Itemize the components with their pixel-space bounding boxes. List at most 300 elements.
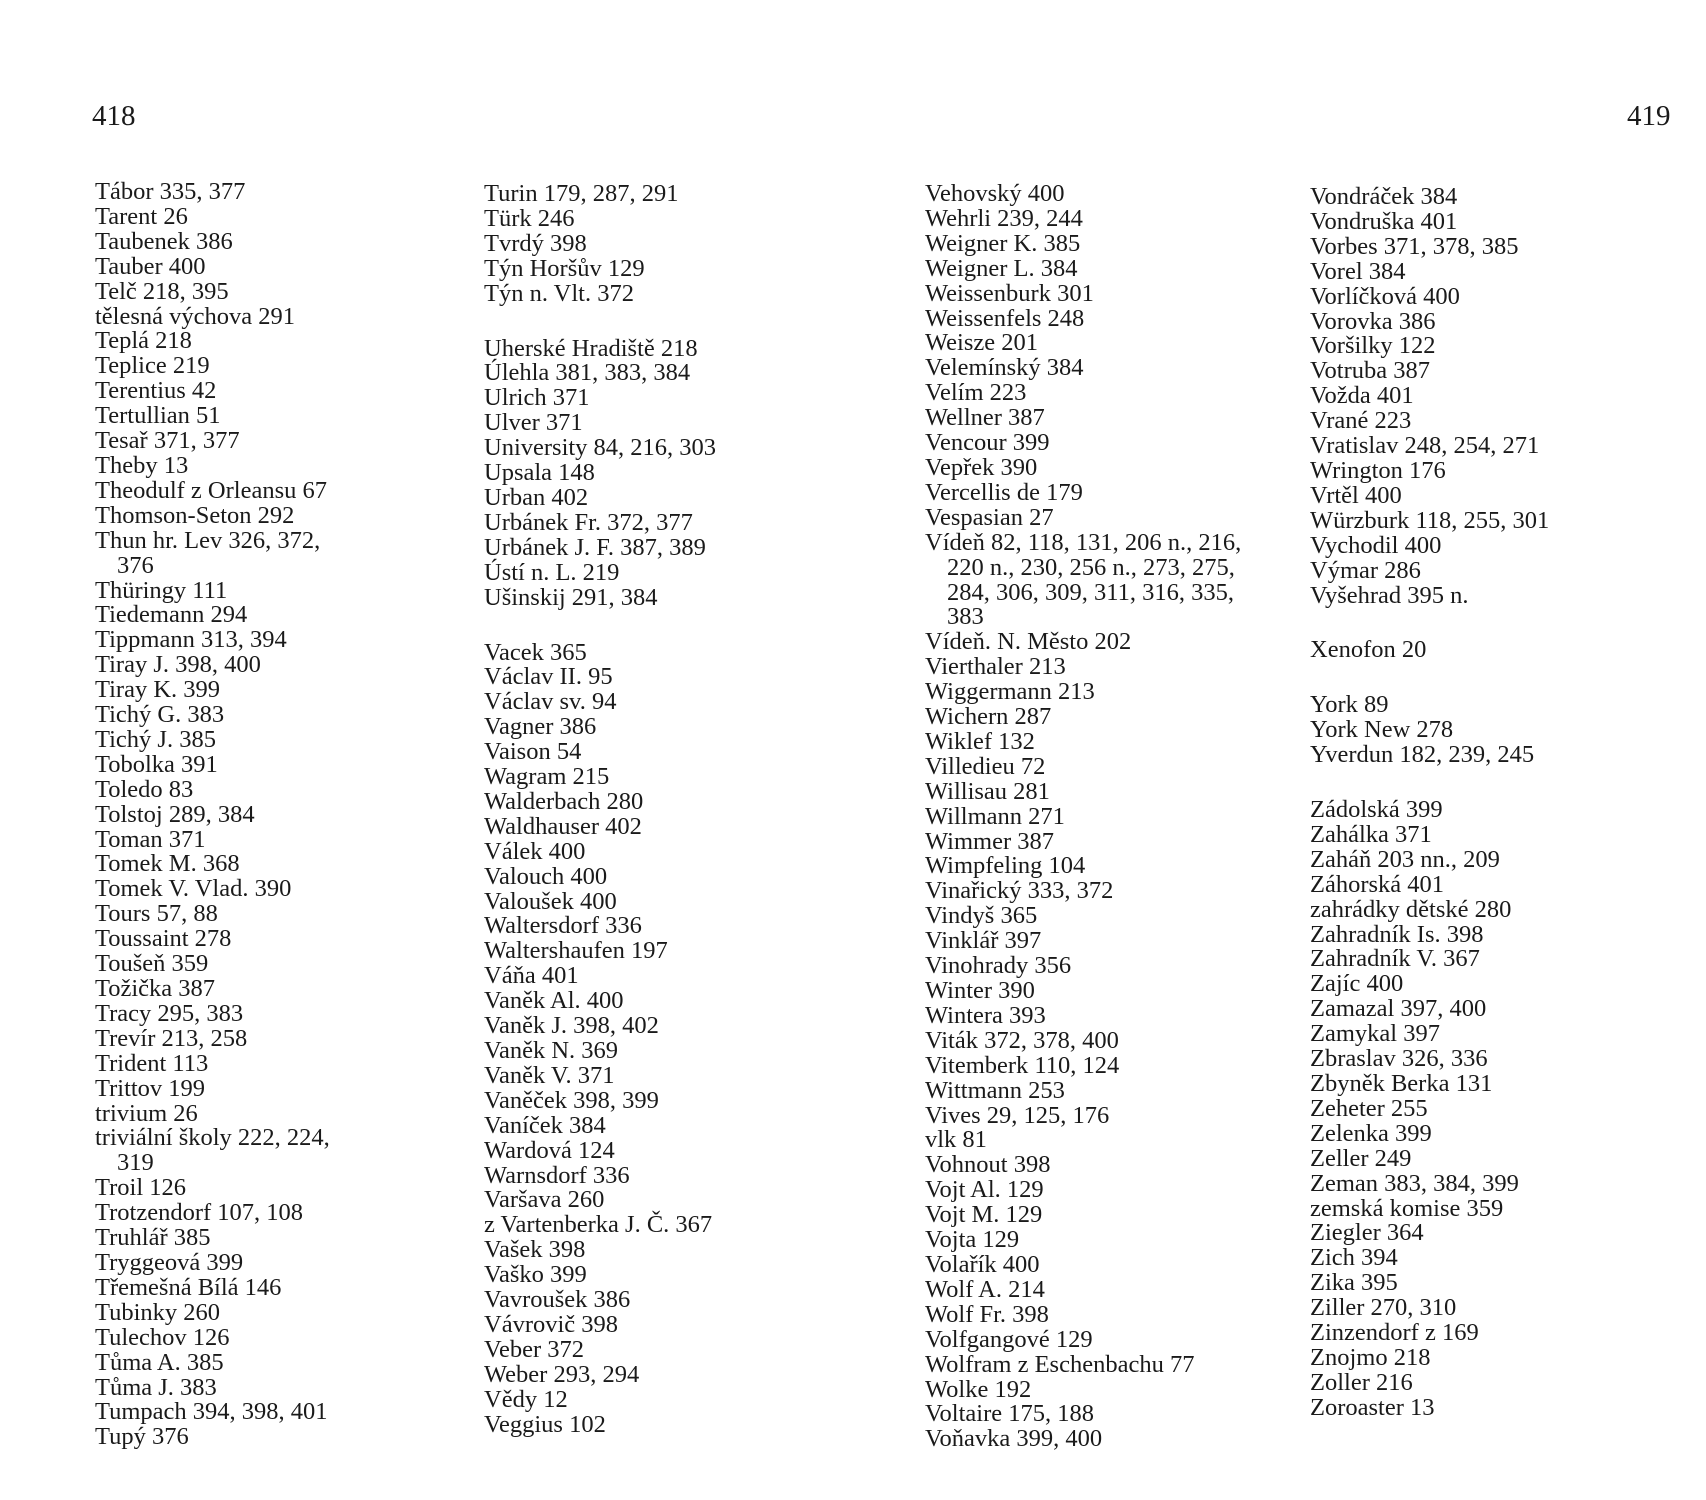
index-entry [1310,384,1549,409]
index-entry-line: Zbraslav 326, 336 [1310,1045,1488,1073]
index-entry [925,1101,1241,1129]
index-entry-line: Tomek M. 368 [95,850,240,878]
index-entry-line: Zahálka 371 [1310,820,1432,848]
index-entry-line: vlk 81 [925,1126,987,1154]
index-entry [95,451,330,479]
index-entry [1310,185,1549,210]
index-entry-line: Telč 218, 395 [95,277,229,305]
index-entry [484,558,716,586]
index-entry-line: Vinklář 397 [925,927,1042,955]
index-entry [95,501,330,529]
index-entry-line: Záhorská 401 [1310,870,1445,898]
index-entry [1310,798,1549,823]
index-entry [484,1360,716,1388]
index-entry-line: Zádolská 399 [1310,796,1443,824]
index-entry [95,476,330,504]
index-entry [95,1298,330,1326]
index-entry-line: zahrádky dětské 280 [1310,895,1512,923]
index-entry-line: Wichern 287 [925,703,1052,731]
index-entry [925,279,1241,307]
index-entry-line: Vondruška 401 [1310,207,1458,235]
index-entry [1310,1119,1549,1147]
index-entry-line: Zahradník Is. 398 [1310,920,1484,948]
index-entry [1310,531,1549,559]
index-entry-line: Yverdun 182, 239, 245 [1310,741,1535,769]
index-entry [484,740,716,765]
index-entry-line: Volařík 400 [925,1250,1040,1278]
index-entry-line: Václav sv. 94 [484,688,617,716]
index-entry-line: Třemešná Bílá 146 [95,1273,282,1301]
index-entry [925,727,1241,755]
index-entry [95,252,330,280]
index-entry-line: Vohnout 398 [925,1151,1051,1179]
section-gap [1310,608,1549,638]
index-entry-line: Tesař 371, 377 [95,427,240,455]
index-entry [925,854,1241,879]
index-entry [925,453,1241,481]
index-entry [1310,359,1549,384]
index-entry-line: Varšava 260 [484,1186,605,1214]
index-entry [95,1126,330,1176]
index-entry-line: Vaníček 384 [484,1111,606,1139]
index-entry-line: Ušinskij 291, 384 [484,583,658,611]
index-entry-line: Wellner 387 [925,404,1045,432]
index-entry [484,361,716,386]
index-entry [95,1074,330,1102]
index-entry-line: Wiggermann 213 [925,678,1095,706]
index-entry [484,583,716,611]
index-entry-line: Tours 57, 88 [95,900,218,928]
index-entry-line: Urbánek Fr. 372, 377 [484,508,693,536]
index-entry-line: Ziller 270, 310 [1310,1294,1457,1322]
index-entry [484,939,716,964]
index-entry-line: Uherské Hradiště 218 [484,334,698,362]
index-entry-line: Voňavka 399, 400 [925,1425,1103,1453]
index-entry-line: Weigner L. 384 [925,254,1078,282]
index-entry-line: Vinařický 333, 372 [925,877,1114,905]
index-entry-line: Vávrovič 398 [484,1310,619,1338]
index-entry [95,703,330,728]
index-entry [484,436,716,461]
index-entry [925,254,1241,282]
index-entry-line: Veber 372 [484,1335,585,1363]
index-entry-line: Vrtěl 400 [1310,481,1402,509]
index-entry-line: Zich 394 [1310,1244,1398,1272]
index-entry [95,852,330,877]
index-entry [484,787,716,815]
index-entry [925,1300,1241,1328]
index-entry-line: Trittov 199 [95,1074,206,1102]
index-entry-line: Tichý J. 385 [95,725,216,753]
index-entry [95,1323,330,1351]
index-entry [925,503,1241,531]
section-gap [1310,768,1549,798]
index-entry [95,429,330,454]
index-entry [1310,307,1549,335]
index-entry-line: Zamazal 397, 400 [1310,995,1487,1023]
index-entry [95,725,330,753]
index-entry [925,331,1241,356]
index-entry-line: Vaněk V. 371 [484,1061,615,1089]
index-entry-line: Türk 246 [484,204,575,232]
index-entry [925,1350,1241,1378]
index-entry [925,904,1241,929]
index-entry-line: University 84, 216, 303 [484,434,717,462]
index-entry-line: Vaněček 398, 399 [484,1086,659,1114]
index-entry [95,1176,330,1201]
index-entry [925,1402,1241,1427]
index-entry [925,304,1241,332]
index-entry [1310,1368,1549,1396]
index-entry [1310,1221,1549,1246]
index-entry-line: Vercellis de 179 [925,478,1083,506]
index-entry [95,603,330,628]
index-entry [925,879,1241,904]
page-number-right: 419 [1627,100,1671,132]
index-entry-continuation: 376 [117,551,154,579]
index-entry [484,483,716,511]
index-entry [484,1161,716,1189]
index-entry [484,1136,716,1164]
index-entry [95,800,330,828]
index-entry [484,1086,716,1114]
index-entry-line: Vídeň. N. Město 202 [925,628,1132,656]
index-entry [95,1226,330,1251]
index-entry [484,862,716,890]
index-entry-line: Trotzendorf 107, 108 [95,1199,304,1227]
index-entry-line: Tiedemann 294 [95,601,248,629]
index-entry-line: Vavroušek 386 [484,1286,631,1314]
index-entry-line: Ulver 371 [484,409,583,437]
index-entry-line: zemská komise 359 [1310,1194,1504,1222]
index-entry [925,655,1241,680]
index-entry-line: Theby 13 [95,451,189,479]
index-entry [95,952,330,977]
index-entry-line: Zoroaster 13 [1310,1393,1435,1421]
index-entry-line: Vyšehrad 395 n. [1310,581,1469,609]
index-entry [484,1188,716,1213]
index-entry-line: Velím 223 [925,379,1027,407]
index-entry-line: Wolf A. 214 [925,1275,1045,1303]
index-entry-line: Xenofon 20 [1310,636,1427,664]
index-entry [1310,1271,1549,1296]
index-entry-line: Vierthaler 213 [925,653,1066,681]
index-entry [484,1061,716,1089]
index-entry [925,356,1241,381]
index-entry-continuation: 220 n., 230, 256 n., 273, 275, [947,553,1235,581]
index-entry [484,334,716,362]
section-gap [484,611,716,641]
index-entry [1310,257,1549,285]
index-entry-line: Wardová 124 [484,1136,615,1164]
index-entry-line: Waldhauser 402 [484,812,642,840]
index-entry-line: Vědy 12 [484,1385,568,1413]
index-entry-line: Tertullian 51 [95,402,221,430]
index-entry-line: Tvrdý 398 [484,229,587,257]
index-entry-line: Zeheter 255 [1310,1094,1428,1122]
index-entry-line: Zika 395 [1310,1269,1398,1297]
index-entry-line: Wehrli 239, 244 [925,204,1083,232]
index-entry [1310,1393,1549,1421]
index-entry-line: Znojmo 218 [1310,1343,1431,1371]
index-entry [484,508,716,536]
index-entry-line: Volfgangové 129 [925,1325,1093,1353]
index-entry [925,752,1241,780]
index-entry-line: Weigner K. 385 [925,229,1081,257]
index-entry [1310,1022,1549,1047]
index-entry [1310,481,1549,509]
index-entry [484,182,716,207]
index-entry-line: Valoušek 400 [484,887,617,915]
index-entry [1310,895,1549,923]
index-entry-line: Váňa 401 [484,962,579,990]
index-entry-line: Trident 113 [95,1049,209,1077]
index-entry-line: Výmar 286 [1310,556,1421,584]
index-entry [95,1201,330,1226]
index-entry-line: Tiray J. 398, 400 [95,651,261,679]
index-entry [1310,1072,1549,1097]
index-entry-line: Tůma J. 383 [95,1373,217,1401]
index-entry [1310,506,1550,534]
index-entry-line: Valouch 400 [484,862,608,890]
index-entry [925,1375,1241,1403]
index-entry-line: Týn n. Vlt. 372 [484,279,634,307]
index-entry [1310,718,1549,743]
index-entry-line: Voršilky 122 [1310,332,1436,360]
index-entry-line: Winter 390 [925,977,1035,1004]
index-entry [925,204,1241,232]
index-entry [95,825,330,853]
index-entry [925,1250,1241,1278]
index-entry [925,802,1241,830]
index-entry-line: Vondráček 384 [1310,183,1458,210]
index-entry [95,927,330,952]
index-entry-line: Toussaint 278 [95,925,232,953]
index-entry [925,954,1241,979]
index-entry [95,1248,330,1276]
index-entry-line: Vaněk N. 369 [484,1037,619,1064]
index-entry [484,411,716,436]
index-entry-line: Vychodil 400 [1310,531,1442,559]
index-entry [484,279,716,307]
index-entry-line: Vožda 401 [1310,382,1414,410]
index-entry-line: Wolke 192 [925,1375,1032,1403]
index-entry [925,1228,1241,1253]
index-entry-line: Upsala 148 [484,459,595,487]
index-entry [484,989,716,1014]
index-entry-line: Tůma A. 385 [95,1348,224,1376]
index-entry [925,1203,1241,1228]
index-column-3 [925,182,1241,1452]
index-entry [925,1153,1241,1178]
index-entry [1310,282,1549,310]
index-entry-line: Týn Horšův 129 [484,254,645,282]
index-entry-line: Wimmer 387 [925,827,1054,855]
index-entry [1310,556,1549,584]
index-entry [95,576,330,604]
index-entry [925,478,1241,506]
index-entry [925,1128,1241,1153]
index-entry-line: Vives 29, 125, 176 [925,1101,1110,1129]
index-entry [1310,820,1549,848]
index-column-4 [1310,185,1549,1421]
index-entry-line: York 89 [1310,691,1389,719]
index-entry-line: Vaněk Al. 400 [484,987,624,1015]
index-entry [925,406,1241,431]
index-entry-continuation: 319 [117,1149,154,1177]
index-entry-line: Wimpfeling 104 [925,852,1086,880]
index-entry-line: Zoller 216 [1310,1368,1413,1396]
index-entry-line: Zbyněk Berka 131 [1310,1070,1493,1097]
index-column-2 [484,182,716,1438]
index-entry [484,1213,716,1238]
index-entry [925,1001,1241,1029]
index-entry [925,827,1241,855]
index-entry [1310,638,1549,663]
index-entry [925,1427,1241,1452]
index-entry [95,999,330,1027]
index-entry-line: Wrington 176 [1310,456,1446,484]
index-entry [484,1310,716,1338]
index-entry [95,1273,330,1301]
index-entry-line: Vindyš 365 [925,902,1038,930]
index-entry [484,665,716,690]
index-entry [925,229,1241,257]
index-entry-line: Zeman 383, 384, 399 [1310,1169,1519,1197]
index-entry-line: Tomek V. Vlad. 390 [95,875,292,903]
index-entry [95,1425,330,1450]
index-entry-line: Villedieu 72 [925,752,1046,780]
index-entry-line: Zajíc 400 [1310,970,1404,998]
index-entry [484,204,716,232]
index-entry-line: Velemínský 384 [925,354,1084,382]
index-entry [95,227,330,255]
index-entry [925,1275,1241,1303]
index-entry [95,1099,330,1127]
index-entry-line: Wittmann 253 [925,1076,1065,1104]
index-entry-line: Tumpach 394, 398, 401 [95,1398,328,1426]
index-entry-line: Wintera 393 [925,1001,1046,1029]
index-entry-line: Willmann 271 [925,802,1065,830]
index-entry [1310,693,1549,718]
index-entry-line: Vídeň 82, 118, 131, 206 n., 216, [925,528,1242,556]
index-entry-line: Urbánek J. F. 387, 389 [484,533,706,561]
index-entry [1310,1144,1549,1172]
index-entry-line: Warnsdorf 336 [484,1161,630,1189]
index-entry [95,678,330,703]
index-entry-line: Vehovský 400 [925,180,1065,207]
index-entry [925,1051,1241,1079]
index-entry-line: z Vartenberka J. Č. 367 [484,1211,713,1239]
index-entry-line: Tippmann 313, 394 [95,626,287,654]
index-entry-line: Teplice 219 [95,352,210,380]
index-entry [925,381,1241,406]
index-entry-line: Vagner 386 [484,713,597,741]
index-entry-line: Vašek 398 [484,1236,586,1264]
index-entry [925,1325,1241,1353]
index-entry-line: Truhlář 385 [95,1224,211,1252]
index-entry-line: Zeller 249 [1310,1144,1412,1172]
index-entry [95,354,330,379]
index-entry-line: Weisze 201 [925,329,1039,357]
index-entry [925,528,1242,631]
index-entry-line: Toušeň 359 [95,950,209,978]
index-entry [1310,997,1549,1022]
index-entry [95,526,330,579]
index-entry-line: trivium 26 [95,1099,198,1127]
index-entry-line: Trevír 213, 258 [95,1024,248,1052]
index-entry-line: Troil 126 [95,1174,187,1202]
index-entry-line: Wolfram z Eschenbachu 77 [925,1350,1195,1378]
index-entry [925,1178,1241,1203]
index-entry [95,1400,330,1425]
index-entry [1310,870,1549,898]
index-entry-line: Weber 293, 294 [484,1360,640,1388]
section-gap [1310,663,1549,693]
index-entry [95,404,330,429]
index-entry [1310,1047,1549,1072]
index-entry-line: Tichý G. 383 [95,701,225,729]
index-entry-line: Zamykal 397 [1310,1020,1440,1048]
index-entry-line: Válek 400 [484,837,586,865]
index-entry-line: York New 278 [1310,716,1454,744]
index-entry [95,302,330,330]
index-entry [925,705,1241,730]
index-entry [484,461,716,486]
index-entry-line: Votruba 387 [1310,357,1430,385]
index-entry-line: Tožička 387 [95,975,216,1002]
index-entry-line: tělesná výchova 291 [95,302,296,330]
index-entry-line: Tiray K. 399 [95,676,221,704]
index-entry [484,1111,716,1139]
index-entry [484,715,716,740]
index-entry [484,533,716,561]
index-entry-line: Tubinky 260 [95,1298,221,1326]
index-entry [925,1026,1241,1054]
index-entry [1310,972,1549,997]
index-entry [484,1039,716,1064]
index-entry [95,653,330,678]
index-entry-line: Tupý 376 [95,1423,189,1451]
index-entry-line: Viták 372, 378, 400 [925,1026,1119,1054]
index-entry [484,386,716,411]
index-entry [484,638,716,666]
index-entry-line: Taubenek 386 [95,227,233,255]
index-entry-line: Toman 371 [95,825,206,853]
index-entry [1310,1094,1549,1122]
index-entry [1310,456,1549,484]
index-entry [1310,1296,1549,1321]
index-entry [95,202,330,230]
index-entry [1310,845,1549,873]
index-entry [1310,920,1549,948]
index-entry-line: Úlehla 381, 383, 384 [484,359,691,387]
index-entry-line: triviální školy 222, 224, [95,1124,330,1152]
index-entry-line: Wagram 215 [484,763,610,791]
index-entry [95,329,330,354]
index-entry-line: Walderbach 280 [484,787,644,815]
index-entry [925,630,1241,655]
index-entry-line: Waltershaufen 197 [484,937,668,965]
index-entry [484,887,716,915]
index-entry-line: Ulrich 371 [484,384,590,412]
index-entry-line: Vorbes 371, 378, 385 [1310,232,1519,260]
index-entry [484,1238,716,1263]
index-entry-line: Thüringy 111 [95,576,228,604]
index-entry-line: Tauber 400 [95,252,206,280]
index-entry [484,765,716,790]
index-entry-line: Vencour 399 [925,429,1050,457]
